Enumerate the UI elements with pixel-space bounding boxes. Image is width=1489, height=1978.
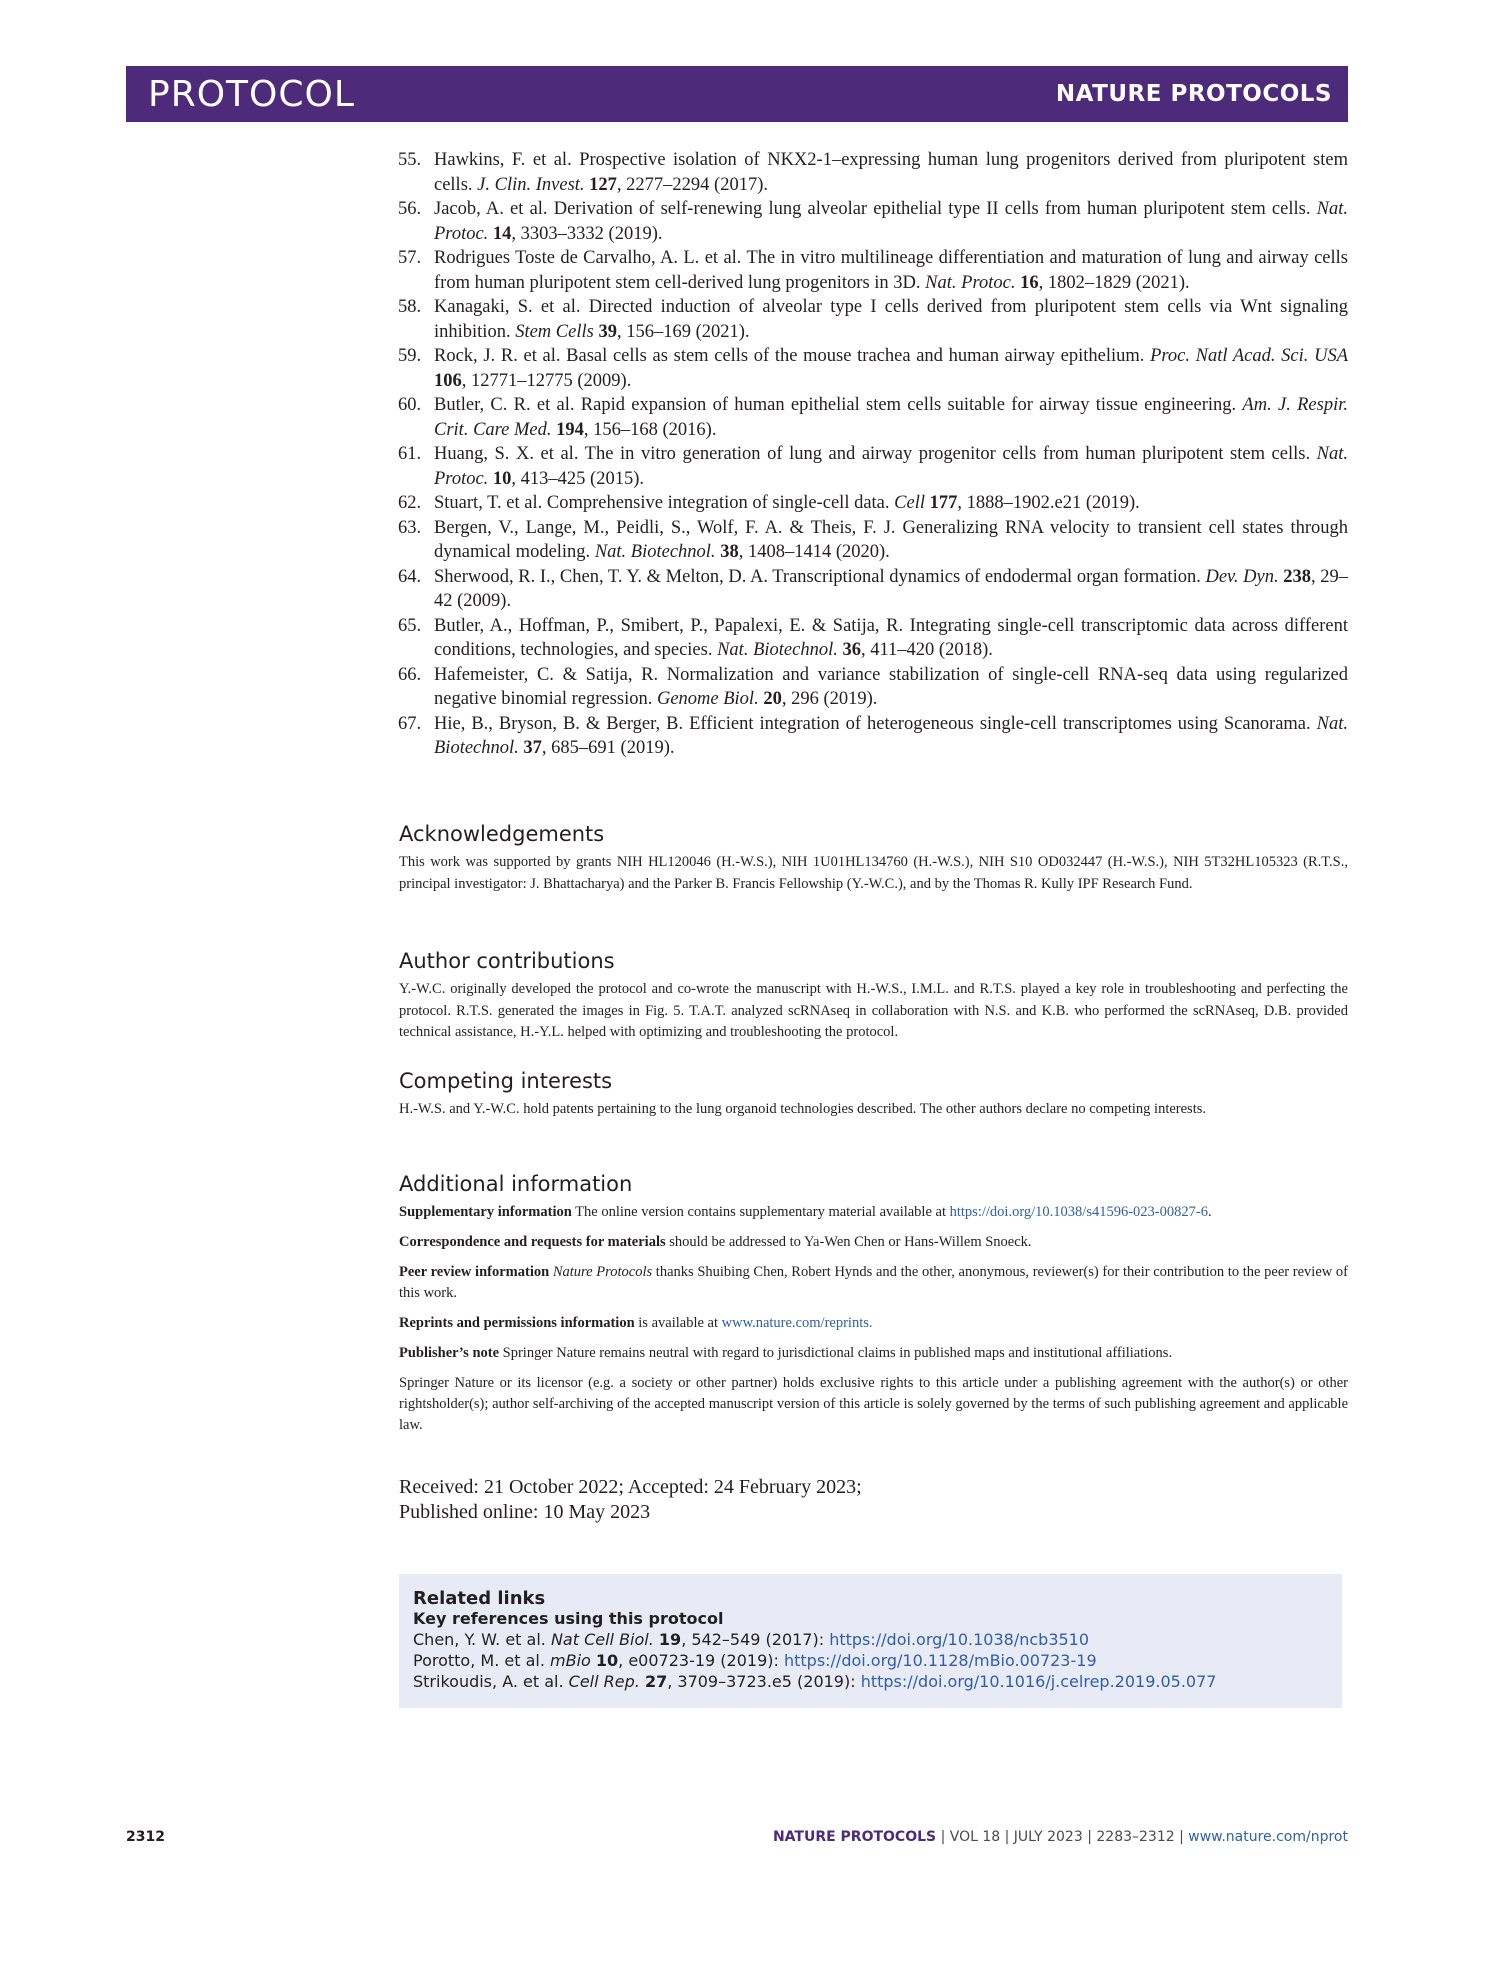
footer-url[interactable]: www.nature.com/nprot <box>1188 1829 1348 1845</box>
reference-pages: , 156–168 (2016). <box>583 419 717 440</box>
reference-journal: Stem Cells <box>515 321 594 342</box>
additional-information-heading: Additional information <box>399 1172 633 1196</box>
author-contributions-heading: Author contributions <box>399 949 615 973</box>
reference-pages: , 12771–12775 (2009). <box>461 370 632 391</box>
reference-pages: , 411–420 (2018). <box>860 640 993 660</box>
reprints-link[interactable]: www.nature.com/reprints. <box>721 1315 873 1331</box>
reference-volume: 16 <box>1020 272 1039 293</box>
reference-journal: J. Clin. Invest. <box>477 174 585 195</box>
key-reference-volume: 10 <box>595 1651 619 1670</box>
author-contributions-section <box>399 949 1348 1044</box>
publisher-note-label: Publisher’s note <box>399 1345 500 1361</box>
reference-journal: Genome Biol. <box>656 689 759 709</box>
reference-item <box>398 197 1348 246</box>
article-dates <box>399 1475 862 1525</box>
related-links-subheading: Key references using this protocol <box>413 1609 724 1628</box>
reference-text: Rock, J. R. et al. Basal cells as stem cells of the mouse trachea and human airway epithelium. <box>434 346 1151 366</box>
reference-journal: Am. J. Respir. Crit. Care Med. <box>434 395 1348 440</box>
peer-review-label: Peer review information <box>399 1264 550 1280</box>
reference-text: Butler, C. R. et al. Rapid expansion of human epithelial stem cells suitable for airway tissue engineering. <box>434 395 1243 415</box>
acknowledgements-section <box>399 822 1348 895</box>
competing-interests-section <box>399 1069 1348 1121</box>
reference-item <box>398 663 1348 712</box>
reference-list <box>398 148 1348 761</box>
reference-pages: , 413–425 (2015). <box>511 468 644 489</box>
supplementary-link[interactable]: https://doi.org/10.1038/s41596-023-00827-6 <box>949 1204 1208 1220</box>
correspondence <box>399 1232 1348 1253</box>
key-reference-pages: , e00723-19 (2019): <box>618 1651 784 1670</box>
reference-pages: , 29–42 (2009). <box>434 566 1349 611</box>
reference-number: 59. <box>398 346 422 366</box>
publisher-note <box>399 1343 1348 1364</box>
reference-pages: , 685–691 (2019). <box>541 738 675 758</box>
competing-interests-text: H.-W.S. and Y.-W.C. hold patents pertaining to the lung organoid technologies described. The other authors declare no competing interests. <box>399 1101 1206 1117</box>
key-reference-item <box>413 1629 1328 1650</box>
reference-item <box>398 442 1348 491</box>
reference-number: 67. <box>398 713 422 734</box>
supplementary-information <box>399 1202 1348 1223</box>
key-reference-link[interactable]: https://doi.org/10.1038/ncb3510 <box>829 1630 1090 1649</box>
reference-journal: Nat. Biotechnol. <box>434 713 1348 758</box>
peer-review-text: thanks Shuibing Chen, Robert Hynds and the other, anonymous, reviewer(s) for their contribution to the peer review of this work. <box>399 1264 1348 1301</box>
footer-separator: | <box>1082 1829 1097 1845</box>
reference-volume: 37 <box>523 738 542 758</box>
footer-citation <box>773 1829 1348 1845</box>
reference-journal: Dev. Dyn. <box>1205 566 1279 587</box>
acknowledgements-text: This work was supported by grants NIH HL120046 (H.-W.S.), NIH 1U01HL134760 (H.-W.S.), NIH S10 OD032447 (H.-W.S.), NIH 5T32HL105323 (R.T.S., principal investigator: J. Bhattacharya) and the Parker B. Francis Fellowship (Y.-W.C.), and by the Thomas R. Kully IPF Research Fund. <box>399 854 1348 892</box>
reference-pages: , 3303–3332 (2019). <box>511 223 663 244</box>
reprints-information <box>399 1313 1348 1334</box>
reference-volume: 177 <box>929 493 958 513</box>
related-links-heading: Related links <box>413 1588 546 1609</box>
reference-item <box>398 516 1348 565</box>
reference-volume: 10 <box>492 468 512 489</box>
reference-text: Bergen, V., Lange, M., Peidli, S., Wolf, F. A. & Theis, F. J. Generalizing RNA velocity to transient cell states through dynamical modeling. <box>434 517 1348 562</box>
reference-pages: , 2277–2294 (2017). <box>616 174 768 195</box>
key-reference-volume: 19 <box>658 1630 682 1649</box>
author-contributions-text: Y.-W.C. originally developed the protocol and co-wrote the manuscript with H.-W.S., I.M.L. and R.T.S. played a key role in troubleshooting and perfecting the protocol. R.T.S. generated the images in Fig. 5. T.A.T. analyzed scRNAseq in collaboration with N.S. and K.B. who performed the scRNAseq, D.B. provided technical assistance, H.-Y.L. helped with optimizing and troubleshooting the protocol. <box>399 981 1348 1040</box>
key-reference-journal: mBio <box>550 1651 591 1670</box>
key-reference-pages: , 542–549 (2017): <box>681 1630 830 1649</box>
reference-text: Hawkins, F. et al. Prospective isolation of NKX2-1–expressing human lung progenitors derived from pluripotent stem cells. <box>434 150 1348 195</box>
key-reference-journal: Cell Rep. <box>568 1672 640 1691</box>
reference-pages: , 1888–1902.e21 (2019). <box>957 493 1140 513</box>
reference-item <box>398 246 1348 295</box>
reference-text: Kanagaki, S. et al. Directed induction of alveolar type I cells derived from pluripotent stem cells via Wnt signaling inhibition. <box>434 297 1348 342</box>
reference-number: 66. <box>398 664 422 685</box>
reference-journal: Nat. Biotechnol. <box>717 640 838 660</box>
reference-volume: 238 <box>1283 566 1311 587</box>
reprints-label: Reprints and permissions information <box>399 1315 635 1331</box>
reference-number: 63. <box>398 517 422 538</box>
rights-statement: Springer Nature or its licensor (e.g. a society or other partner) holds exclusive rights to this article under a publishing agreement with the author(s) or other rightsholder(s); author self-archiving of the accepted manuscript version of this article is solely governed by the terms of such publishing agreement and applicable law. <box>399 1375 1348 1433</box>
header-banner <box>126 66 1348 122</box>
reference-volume: 36 <box>842 640 861 660</box>
reference-number: 61. <box>398 444 422 464</box>
reference-journal: Nat. Protoc. <box>434 444 1348 489</box>
reference-pages: , 1408–1414 (2020). <box>738 542 890 562</box>
reference-volume: 127 <box>589 174 617 195</box>
reference-number: 55. <box>398 150 422 170</box>
reference-journal: Nat. Protoc. <box>925 272 1016 293</box>
footer-volume: VOL 18 <box>949 1829 1001 1845</box>
reference-item <box>398 565 1348 614</box>
reference-item <box>398 491 1348 516</box>
reference-item <box>398 712 1348 761</box>
reprints-text: is available at <box>634 1315 722 1331</box>
correspondence-label: Correspondence and requests for materials <box>399 1234 666 1250</box>
reference-text: Jacob, A. et al. Derivation of self-renewing lung alveolar epithelial type II cells from human pluripotent stem cells. <box>434 199 1317 219</box>
reference-text: Rodrigues Toste de Carvalho, A. L. et al. The in vitro multilineage differentiation and maturation of lung and airway cells from human pluripotent stem cell-derived lung progenitors in 3D. <box>434 248 1348 293</box>
reference-text: Stuart, T. et al. Comprehensive integration of single-cell data. <box>434 493 895 513</box>
supplementary-label: Supplementary information <box>399 1204 572 1220</box>
key-reference-authors: Chen, Y. W. et al. <box>413 1630 551 1649</box>
header-section-label: PROTOCOL <box>148 73 355 115</box>
reference-item <box>398 295 1348 344</box>
key-reference-link[interactable]: https://doi.org/10.1128/mBio.00723-19 <box>783 1651 1097 1670</box>
supplementary-end: . <box>1207 1204 1212 1220</box>
reference-volume: 194 <box>556 419 584 440</box>
header-journal-name: NATURE PROTOCOLS <box>1055 81 1332 107</box>
peer-review-information <box>399 1262 1348 1304</box>
reference-text: Sherwood, R. I., Chen, T. Y. & Melton, D. A. Transcriptional dynamics of endodermal organ formation. <box>434 566 1206 587</box>
reference-volume: 20 <box>763 689 782 709</box>
key-reference-pages: , 3709–3723.e5 (2019): <box>667 1672 861 1691</box>
competing-interests-heading: Competing interests <box>399 1069 613 1093</box>
received-accepted-dates: Received: 21 October 2022; Accepted: 24 February 2023; <box>399 1476 862 1498</box>
reference-journal: Proc. Natl Acad. Sci. USA <box>1150 346 1348 366</box>
page-number: 2312 <box>126 1829 165 1845</box>
reference-item <box>398 614 1348 663</box>
footer-separator: | <box>1174 1829 1189 1845</box>
reference-text: Hie, B., Bryson, B. & Berger, B. Efficient integration of heterogeneous single-cell transcriptomes using Scanorama. <box>434 713 1317 734</box>
reference-number: 62. <box>398 493 422 513</box>
footer-separator: | <box>936 1829 950 1845</box>
footer-pages: 2283–2312 <box>1096 1829 1175 1845</box>
reference-number: 60. <box>398 395 422 415</box>
related-links-box <box>399 1574 1342 1708</box>
reference-number: 56. <box>398 199 422 219</box>
footer-journal: NATURE PROTOCOLS <box>772 1829 937 1845</box>
reference-item <box>398 344 1348 393</box>
correspondence-text: should be addressed to Ya-Wen Chen or Hans-Willem Snoeck. <box>665 1234 1032 1250</box>
supplementary-text: The online version contains supplementary material available at <box>571 1204 950 1220</box>
key-reference-authors: Strikoudis, A. et al. <box>413 1672 569 1691</box>
reference-item <box>398 393 1348 442</box>
peer-review-journal: Nature Protocols <box>549 1264 653 1280</box>
reference-journal: Nat. Protoc. <box>434 199 1348 244</box>
reference-number: 64. <box>398 566 422 587</box>
reference-pages: , 156–169 (2021). <box>616 321 750 342</box>
reference-volume: 39 <box>598 321 617 342</box>
acknowledgements-heading: Acknowledgements <box>399 822 605 846</box>
key-reference-authors: Porotto, M. et al. <box>413 1651 550 1670</box>
reference-number: 65. <box>398 615 422 636</box>
reference-volume: 38 <box>720 542 739 562</box>
footer-date: JULY 2023 <box>1013 1829 1083 1845</box>
reference-volume: 106 <box>434 370 462 391</box>
key-reference-item <box>413 1650 1328 1671</box>
reference-journal: Cell <box>894 493 925 513</box>
key-reference-volume: 27 <box>644 1672 668 1691</box>
publisher-note-text: Springer Nature remains neutral with regard to jurisdictional claims in published maps and institutional affiliations. <box>499 1345 1173 1361</box>
reference-number: 58. <box>398 297 422 317</box>
additional-information-section <box>399 1172 1348 1445</box>
reference-volume: 14 <box>492 223 512 244</box>
key-reference-item <box>413 1671 1328 1692</box>
footer-separator: | <box>1000 1829 1014 1845</box>
key-reference-journal: Nat Cell Biol. <box>550 1630 654 1649</box>
reference-item <box>398 148 1348 197</box>
reference-pages: , 1802–1829 (2021). <box>1038 272 1190 293</box>
reference-pages: , 296 (2019). <box>781 689 878 709</box>
key-reference-link[interactable]: https://doi.org/10.1016/j.celrep.2019.05.077 <box>860 1672 1217 1691</box>
reference-text: Hafemeister, C. & Satija, R. Normalization and variance stabilization of single-cell RNA-seq data using regularized negative binomial regression. <box>434 664 1348 709</box>
reference-text: Huang, S. X. et al. The in vitro generation of lung and airway progenitor cells from human pluripotent stem cells. <box>434 444 1317 464</box>
reference-text: Butler, A., Hoffman, P., Smibert, P., Papalexi, E. & Satija, R. Integrating single-cell transcriptomic data across different conditions, technologies, and species. <box>434 615 1348 660</box>
reference-number: 57. <box>398 248 422 268</box>
reference-journal: Nat. Biotechnol. <box>594 542 716 562</box>
published-date: Published online: 10 May 2023 <box>399 1501 651 1523</box>
